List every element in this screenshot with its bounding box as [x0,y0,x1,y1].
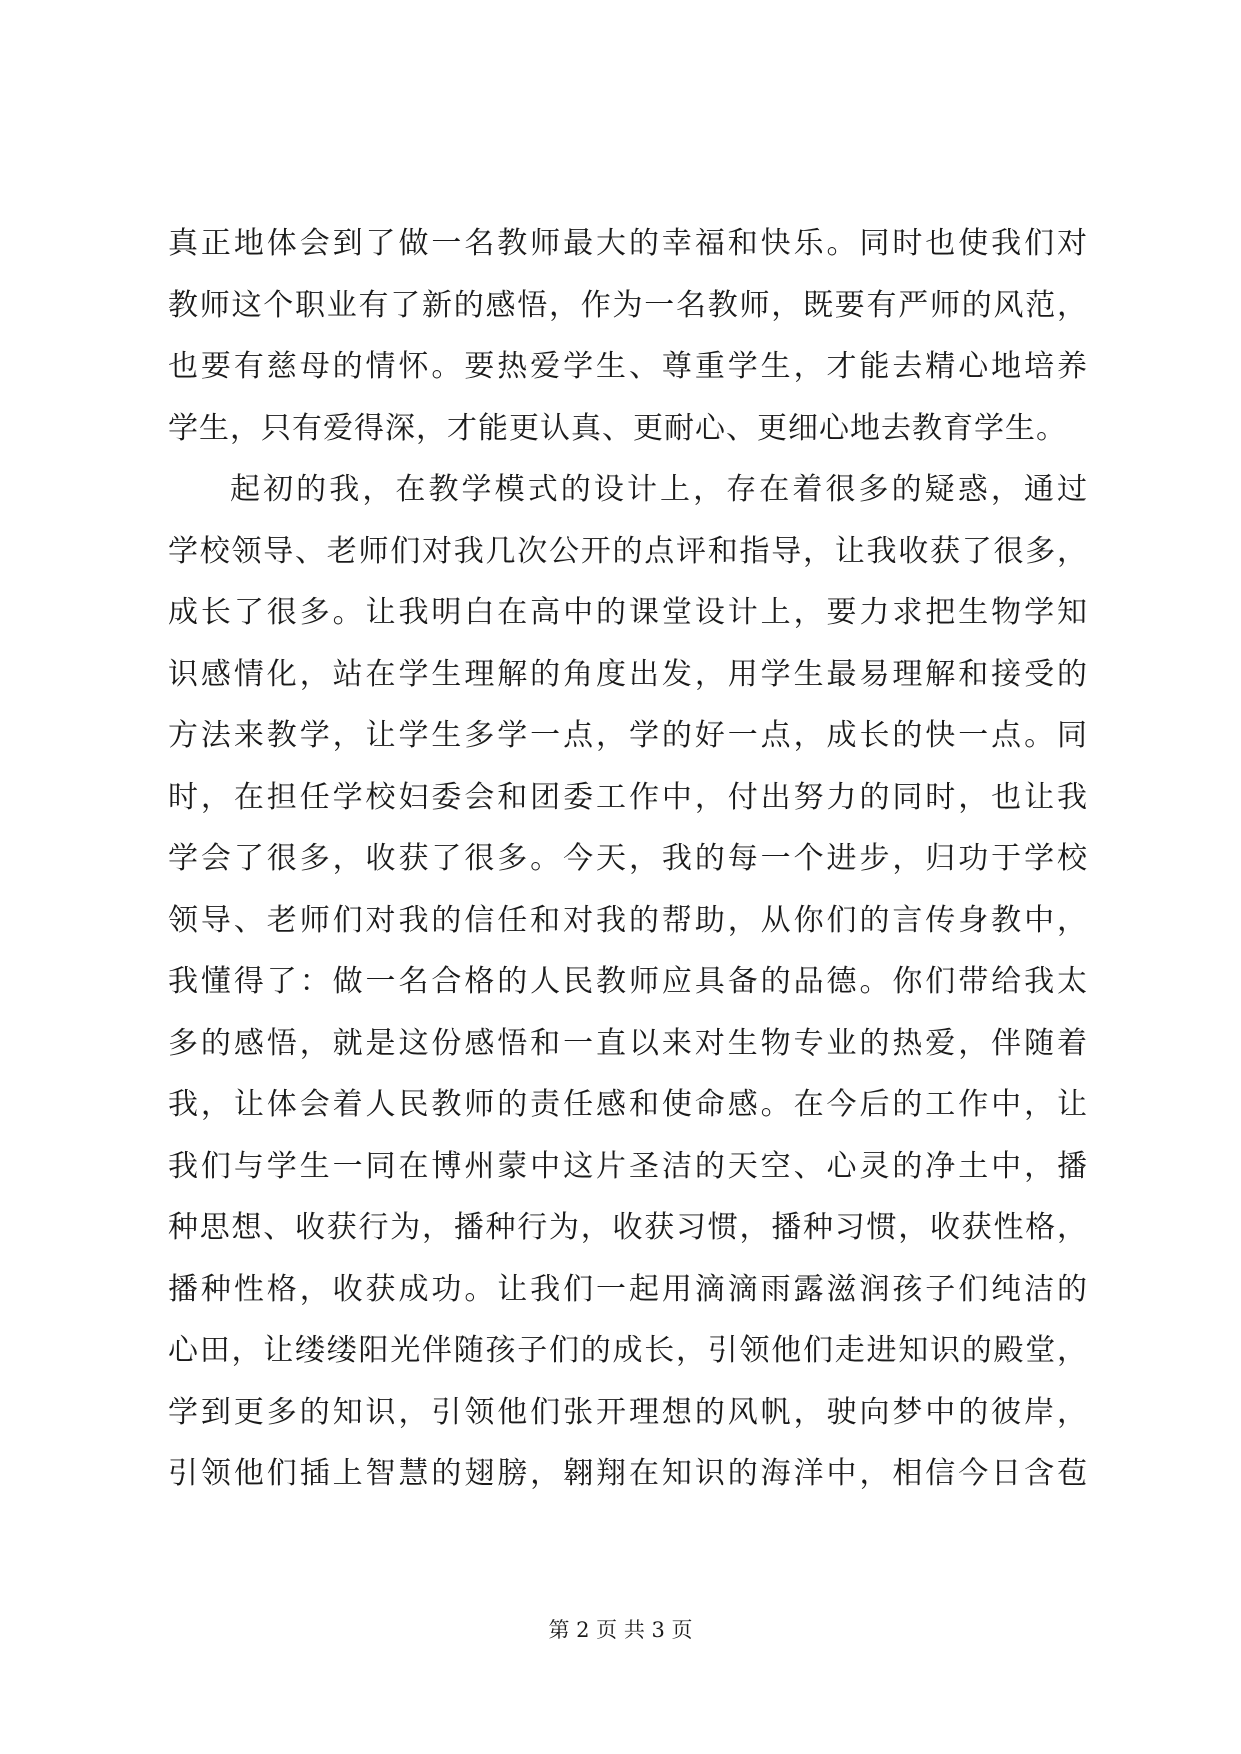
text-line: 也要有慈母的情怀。要热爱学生、尊重学生，才能去精心地培养 [168,349,1088,384]
text-line: 起初的我，在教学模式的设计上，存在着很多的疑惑，通过 [230,472,1088,507]
text-line: 我，让体会着人民教师的责任感和使命感。在今后的工作中，让 [168,1087,1088,1122]
text-line: 学到更多的知识，引领他们张开理想的风帆，驶向梦中的彼岸， [168,1394,1088,1430]
text-line: 我们与学生一同在博州蒙中这片圣洁的天空、心灵的净土中，播 [168,1148,1088,1184]
text-line: 学校领导、老师们对我几次公开的点评和指导，让我收获了很多， [168,533,1088,569]
text-line: 成长了很多。让我明白在高中的课堂设计上，要力求把生物学知 [168,595,1088,630]
text-line: 识感情化，站在学生理解的角度出发，用学生最易理解和接受的 [168,656,1088,692]
text-line: 方法来教学，让学生多学一点，学的好一点，成长的快一点。同 [168,718,1088,753]
paragraph [168,226,1088,472]
text-line: 种思想、收获行为，播种行为，收获习惯，播种习惯，收获性格， [168,1210,1088,1245]
paragraph [168,472,1088,1518]
text-line: 我懂得了：做一名合格的人民教师应具备的品德。你们带给我太 [168,964,1088,999]
body-text [168,226,1088,1518]
page-footer: 第 2 页 共 3 页 [548,1618,693,1642]
text-line: 播种性格，收获成功。让我们一起用滴滴雨露滋润孩子们纯洁的 [168,1271,1088,1307]
text-line: 学生，只有爱得深，才能更认真、更耐心、更细心地去教育学生。 [168,410,1067,446]
text-line: 学会了很多，收获了很多。今天，我的每一个进步，归功于学校 [168,841,1088,876]
text-line: 心田，让缕缕阳光伴随孩子们的成长，引领他们走进知识的殿堂， [168,1333,1088,1368]
text-line: 真正地体会到了做一名教师最大的幸福和快乐。同时也使我们对 [168,226,1088,261]
text-line: 领导、老师们对我的信任和对我的帮助，从你们的言传身教中， [168,902,1088,938]
text-line: 引领他们插上智慧的翅膀，翱翔在知识的海洋中，相信今日含苞 [168,1456,1088,1491]
text-line: 时，在担任学校妇委会和团委工作中，付出努力的同时，也让我 [168,779,1088,815]
text-line: 教师这个职业有了新的感悟，作为一名教师，既要有严师的风范， [168,287,1088,323]
text-line: 多的感悟，就是这份感悟和一直以来对生物专业的热爱，伴随着 [168,1025,1088,1061]
